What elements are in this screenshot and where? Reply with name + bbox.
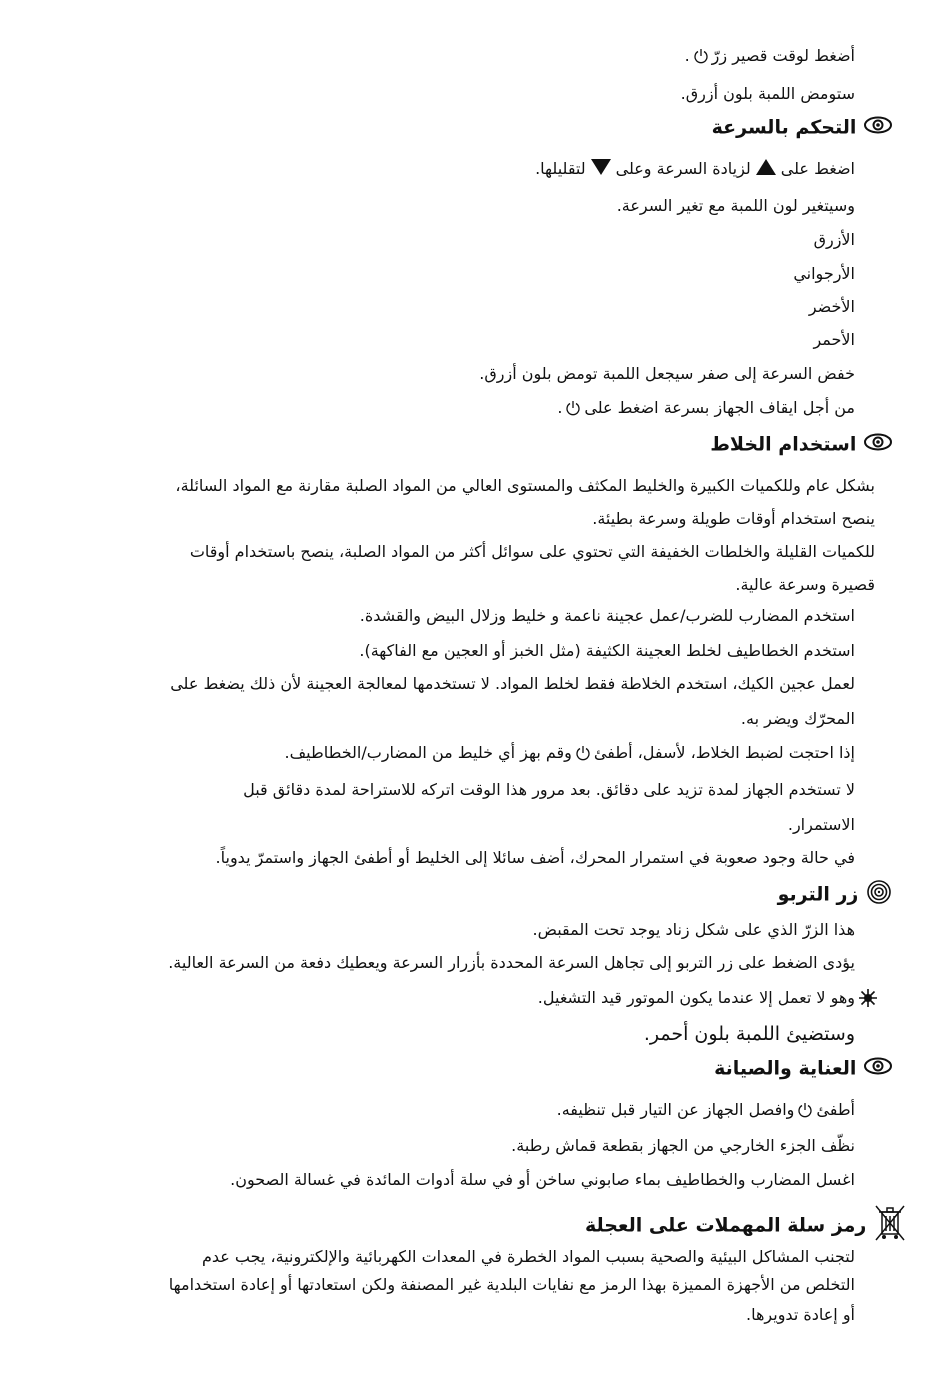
intro-line-1: أضغط لوقت قصير زرّ. [685, 46, 855, 69]
bin-line-2: التخلص من الأجهزة المميزة بهذا الرمز مع نفايات البلدية غير المصنفة ولكن استعادتها أو إعادة استخدامها [168, 1275, 855, 1294]
crossed-bin-icon [873, 1203, 907, 1249]
turbo-line-4: وستضيئ اللمبة بلون أحمر. [643, 1023, 855, 1045]
mixer-p7-line-1: لا تستخدم الجهاز لمدة تزيد على دقائق. بعد مرور هذا الوقت اتركه للاستراحة لمدة دقائق قبل [243, 780, 855, 799]
speed-color-green: الأخضر [808, 297, 855, 316]
bin-line-1: لتجنب المشاكل البيئية والصحية بسبب المواد الخطرة في المعدات الكهربائية والإلكترونية، يجب عدم [201, 1247, 855, 1266]
sparkle-icon [858, 988, 878, 1013]
mixer-p8: في حالة وجود صعوبة في استمرار المحرك، أضف سائلا إلى الخليط أو أطفئ الجهاز واستمرّ يدوياً. [215, 848, 855, 867]
care-heading: العناية والصيانة [714, 1056, 893, 1082]
speed-color-purple: الأرجواني [793, 264, 855, 283]
mixer-p2-line-1: للكميات القليلة والخلطات الخفيفة التي تحتوي على سوائل أكثر من المواد الصلبة، ينصح باستخدام أوقات [189, 542, 875, 561]
mixer-p1-line-1: بشكل عام وللكميات الكبيرة والخليط المكثف والمستوى العالي من المواد الصلبة مقارنة مع المواد السائلة، [175, 476, 875, 495]
turbo-line-1: هذا الزرّ الذي على شكل زناد يوجد تحت المقبض. [532, 920, 855, 939]
care-line-2: نظّف الجزء الخارجي من الجهاز بقطعة قماش رطبة. [511, 1136, 855, 1155]
mixer-heading: استخدام الخلاط [710, 432, 893, 458]
speed-down-icon [590, 158, 612, 181]
power-icon [693, 48, 709, 69]
turbo-line-3: وهو لا تعمل إلا عندما يكون الموتور قيد التشغيل. [538, 988, 855, 1008]
power-icon [565, 400, 581, 421]
speed-color-change: وسيتغير لون اللمبة مع تغير السرعة. [616, 196, 855, 215]
mixer-p5-line-1: لعمل عجين الكيك، استخدم الخلاطة فقط لخلط المواد. لا تستخدمها لمعالجة العجينة لأن ذلك يضغط على [170, 674, 855, 693]
care-line-1: أطفئوافصل الجهاز عن التيار قبل تنظيفه. [557, 1100, 855, 1123]
speed-zero-line: خفض السرعة إلى صفر سيجعل اللمبة تومض بلون أزرق. [479, 364, 855, 383]
turbo-spiral-icon [865, 879, 893, 911]
mixer-p7-line-2: الاستمرار. [787, 815, 855, 834]
speed-up-icon [755, 158, 777, 181]
speed-color-red: الأحمر [813, 330, 855, 349]
turbo-line-2: يؤدى الضغط على زر التربو إلى تجاهل السرعة المحددة بأزرار السرعة ويعطيك دفعة من السرعة العالية. [168, 953, 855, 972]
bin-heading: رمز سلة المهملات على العجلة [585, 1203, 907, 1249]
mixer-p1-line-2: ينصح استخدام أوقات طويلة وسرعة بطيئة. [592, 509, 875, 528]
eye-icon [863, 115, 893, 141]
turbo-heading: زر التربو [778, 879, 893, 911]
mixer-p6: إذا احتجت لضبط الخلاط، لأسفل، أطفئوقم بهز أي خليط من المضارب/الخطاطيف. [285, 743, 855, 766]
mixer-p5-line-2: المحرّك ويضر به. [740, 709, 855, 728]
power-icon [575, 745, 591, 766]
bin-line-3: أو إعادة تدويرها. [746, 1305, 855, 1324]
speed-heading: التحكم بالسرعة [712, 115, 893, 141]
care-line-3: اغسل المضارب والخطاطيف بماء صابوني ساخن أو في سلة أدوات المائدة في غسالة الصحون. [230, 1170, 855, 1189]
eye-icon [863, 1056, 893, 1082]
speed-stop-line: من أجل ايقاف الجهاز بسرعة اضغط على. [557, 398, 855, 421]
mixer-p2-line-2: قصيرة وسرعة عالية. [735, 575, 875, 594]
mixer-p3: استخدم المضارب للضرب/عمل عجينة ناعمة و خليط وزلال البيض والقشدة. [359, 606, 855, 625]
mixer-p4: استخدم الخطاطيف لخلط العجينة الكثيفة (مثل الخبز أو العجين مع الفاكهة). [359, 641, 855, 660]
intro-line-2: ستومض اللمبة بلون أزرق. [680, 84, 855, 103]
speed-press-line: اضغط علىلزيادة السرعة وعلىلتقليلها. [535, 158, 855, 181]
speed-color-blue: الأزرق [813, 230, 855, 249]
power-icon [797, 1102, 813, 1123]
eye-icon [863, 432, 893, 458]
